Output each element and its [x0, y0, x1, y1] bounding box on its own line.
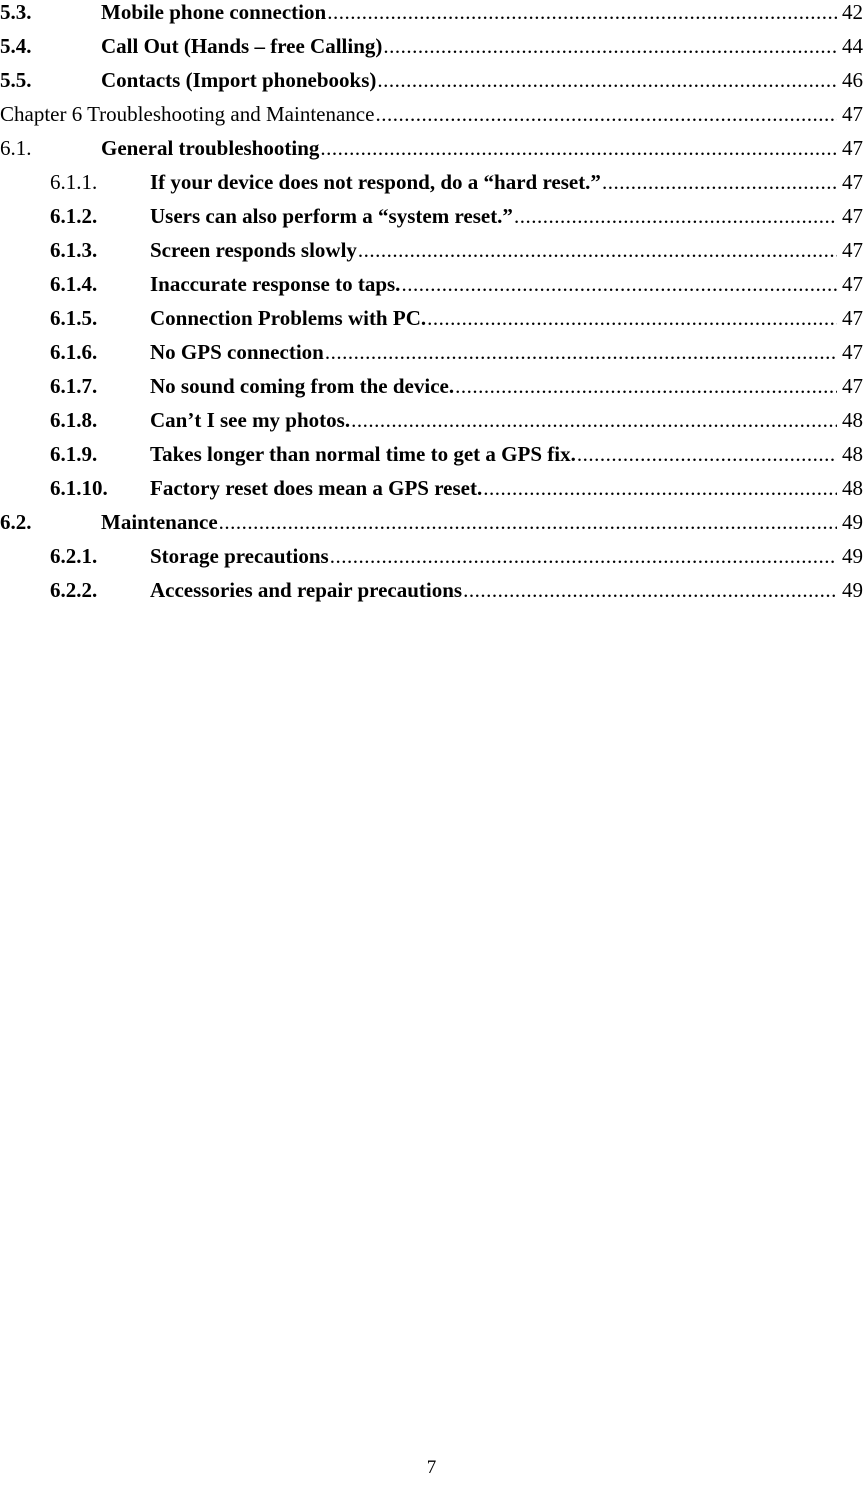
- toc-entry-page: 48: [842, 476, 863, 500]
- toc-dot-leader: [383, 34, 837, 58]
- toc-entry-page: 47: [842, 170, 863, 194]
- toc-entry-title: Maintenance: [101, 510, 218, 534]
- toc-entry-page: 47: [842, 102, 863, 126]
- toc-dot-leader: [377, 68, 837, 92]
- toc-entry-6-2-2[interactable]: [0, 578, 863, 612]
- toc-dot-leader: [330, 544, 837, 568]
- toc-entry-page: 46: [842, 68, 863, 92]
- toc-dot-leader: [219, 510, 837, 534]
- toc-entry-page: 42: [842, 0, 863, 24]
- toc-entry-6-1-2[interactable]: [0, 204, 863, 238]
- toc-entry-number: 6.1.3.: [50, 238, 98, 262]
- toc-entry-title: Screen responds slowly: [150, 238, 357, 262]
- toc-entry-6-1[interactable]: [0, 136, 863, 170]
- toc-entry-5-4[interactable]: [0, 34, 863, 68]
- toc-entry-number: 6.1.10.: [50, 476, 108, 500]
- toc-entry-title: Contacts (Import phonebooks): [101, 68, 377, 92]
- toc-entry-page: 47: [842, 340, 863, 364]
- toc-entry-6-1-3[interactable]: [0, 238, 863, 272]
- toc-entry-title: Connection Problems with PC.: [150, 306, 427, 330]
- toc-entry-5-5[interactable]: [0, 68, 863, 102]
- toc-entry-6-2[interactable]: [0, 510, 863, 544]
- toc-entry-title: Storage precautions: [150, 544, 329, 568]
- toc-entry-title: Factory reset does mean a GPS reset.: [150, 476, 483, 500]
- toc-dot-leader: [483, 476, 837, 500]
- toc-dot-leader: [375, 102, 837, 126]
- toc-dot-leader: [401, 272, 837, 296]
- toc-dot-leader: [327, 0, 837, 24]
- toc-entry-number: 5.3.: [0, 0, 32, 24]
- toc-dot-leader: [602, 170, 837, 194]
- toc-entry-page: 47: [842, 374, 863, 398]
- toc-entry-number: 6.1.1.: [50, 170, 98, 194]
- page-number: 7: [426, 1457, 437, 1478]
- toc-entry-number: 5.5.: [0, 68, 32, 92]
- toc-entry-page: 48: [842, 442, 863, 466]
- toc-entry-page: 44: [842, 34, 863, 58]
- toc-entry-title: No GPS connection: [150, 340, 324, 364]
- toc-entry-page: 49: [842, 510, 863, 534]
- toc-entry-number: 6.2.2.: [50, 578, 98, 602]
- toc-entry-title: Mobile phone connection: [101, 0, 327, 24]
- toc-entry-title: Can’t I see my photos.: [150, 408, 351, 432]
- toc-entry-title: Call Out (Hands – free Calling): [101, 34, 383, 58]
- toc-entry-6-1-4[interactable]: [0, 272, 863, 306]
- toc-entry-6-1-7[interactable]: [0, 374, 863, 408]
- toc-entry-6-1-8[interactable]: [0, 408, 863, 442]
- toc-entry-page: 48: [842, 408, 863, 432]
- toc-entry-number: 6.1.6.: [50, 340, 98, 364]
- toc-entry-number: 6.2.1.: [50, 544, 98, 568]
- toc-entry-title: Users can also perform a “system reset.”: [150, 204, 513, 228]
- toc-entry-6-1-6[interactable]: [0, 340, 863, 374]
- toc-dot-leader: [351, 408, 837, 432]
- toc-entry-number: 6.1.7.: [50, 374, 98, 398]
- toc-entry-title: Accessories and repair precautions: [150, 578, 463, 602]
- toc-entry-number: 6.1.: [0, 136, 32, 160]
- toc-entry-page: 47: [842, 136, 863, 160]
- toc-entry-title: Inaccurate response to taps.: [150, 272, 401, 296]
- toc-entry-title: General troubleshooting: [101, 136, 320, 160]
- toc-entry-number: 6.1.8.: [50, 408, 98, 432]
- toc-dot-leader: [463, 578, 837, 602]
- toc-entry-number: 6.1.4.: [50, 272, 98, 296]
- toc-entry-page: 49: [842, 578, 863, 602]
- table-of-contents: [0, 0, 863, 612]
- toc-dot-leader: [320, 136, 837, 160]
- toc-entry-title: Chapter 6 Troubleshooting and Maintenance: [0, 102, 375, 126]
- toc-dot-leader: [358, 238, 837, 262]
- toc-dot-leader: [427, 306, 837, 330]
- toc-entry-title: No sound coming from the device.: [150, 374, 455, 398]
- toc-entry-number: 5.4.: [0, 34, 32, 58]
- toc-entry-6-1-10[interactable]: [0, 476, 863, 510]
- toc-entry-page: 49: [842, 544, 863, 568]
- toc-entry-title: If your device does not respond, do a “hard reset.”: [150, 170, 601, 194]
- toc-entry-page: 47: [842, 272, 863, 296]
- toc-entry-number: 6.1.5.: [50, 306, 98, 330]
- toc-entry-6-2-1[interactable]: [0, 544, 863, 578]
- toc-dot-leader: [455, 374, 837, 398]
- toc-entry-6-1-1[interactable]: [0, 170, 863, 204]
- toc-entry-6-1-9[interactable]: [0, 442, 863, 476]
- toc-entry-page: 47: [842, 204, 863, 228]
- toc-entry-page: 47: [842, 306, 863, 330]
- toc-entry-title: Takes longer than normal time to get a GPS fix.: [150, 442, 576, 466]
- toc-entry-number: 6.1.9.: [50, 442, 98, 466]
- toc-entry-5-3[interactable]: [0, 0, 863, 34]
- toc-entry-page: 47: [842, 238, 863, 262]
- toc-entry-number: 6.2.: [0, 510, 32, 534]
- toc-dot-leader: [325, 340, 837, 364]
- toc-entry-number: 6.1.2.: [50, 204, 98, 228]
- toc-entry-chapter-6[interactable]: [0, 102, 863, 136]
- toc-dot-leader: [514, 204, 837, 228]
- toc-dot-leader: [577, 442, 837, 466]
- toc-entry-6-1-5[interactable]: [0, 306, 863, 340]
